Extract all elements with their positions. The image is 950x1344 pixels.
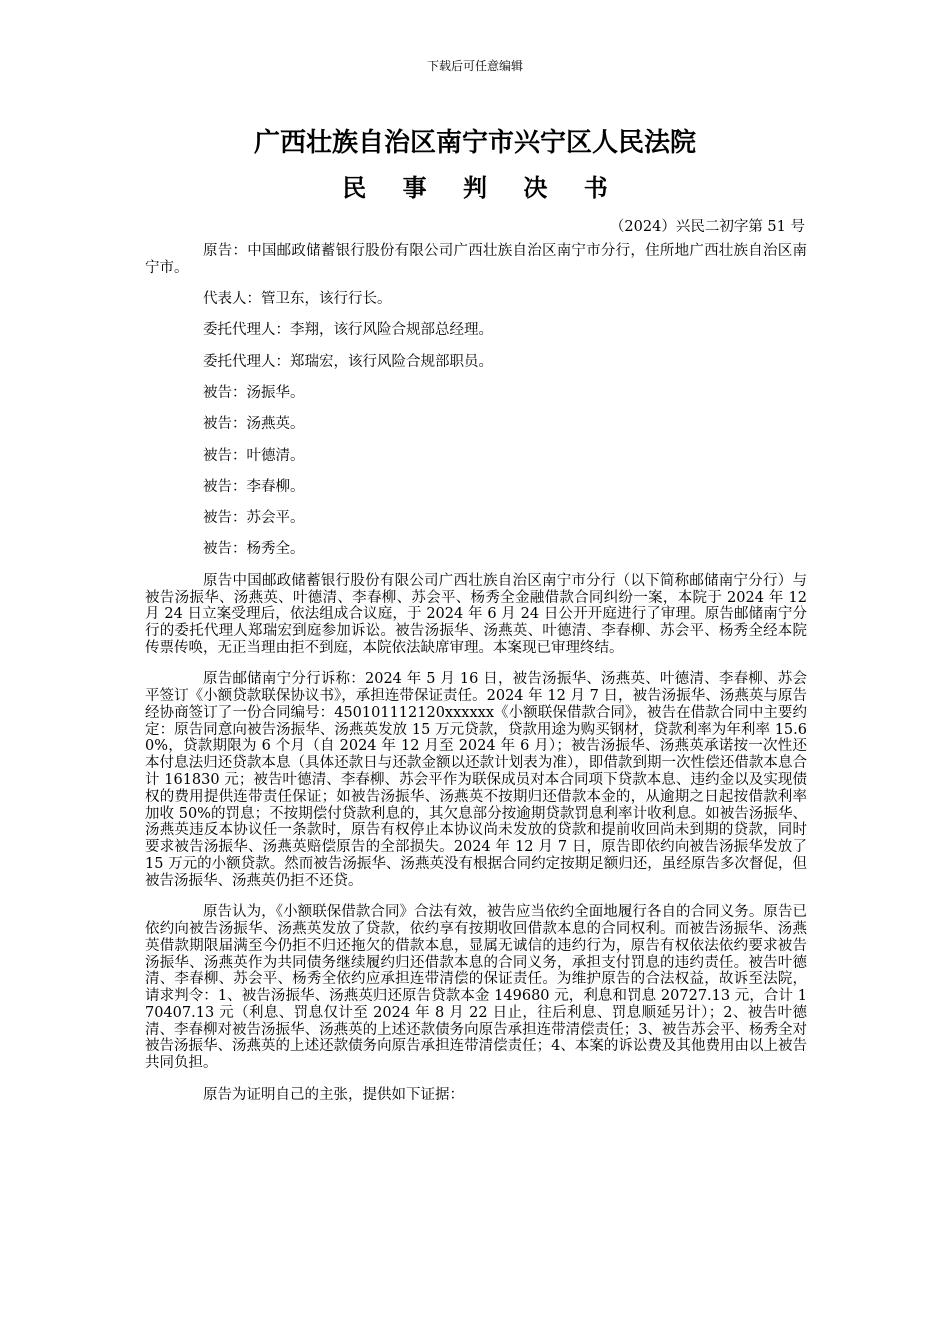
header-note: 下载后可任意编辑: [426, 59, 523, 73]
party-defendant-4: 被告：李春柳。: [203, 478, 305, 495]
plaintiff-argument-paragraph: 原告认为，《小额联保借款合同》合法有效，被告应当依约全面地履行各自的合同义务。原告已依约向被告汤振华、汤燕英发放了贷款，依约享有按期收回借款本息的合同权利。而被告汤振华、汤燕英借款期限届满至今仍拒不归还拖欠的借款本息，显属无诚信的违约行为，原告有权依法依约要求被告汤振华、汤燕英作为共同债务继续履约归还借款本息的合同义务，承担支付罚息的违约责任。被告叶德清、李春柳、苏会平、杨秀全依约应承担连带清偿的保证责任。为维护原告的合法权益，故诉至法院，请求判令：1、被告汤振华、汤燕英归还原告贷款本金 149680 元，利息和罚息 20727.13 元，合计 170407.13 元（利息、罚息仅计至 2024 年 8 月 22 日止，往后利息、罚息顺延另计）；2、被告叶德清、李春柳对被告汤振华、汤燕英的上述还款债务向原告承担连带清偿责任；3、被告苏会平、杨秀全对被告汤振华、汤燕英的上述还款债务向原告承担连带清偿责任；4、本案的诉讼费及其他费用由以上被告共同负担。: [145, 904, 807, 1072]
party-plaintiff: 原告：中国邮政储蓄银行股份有限公司广西壮族自治区南宁市分行，住所地广西壮族自治区南宁市。: [145, 243, 807, 276]
party-agent-2: 委托代理人：郑瑞宏，该行风险合规部职员。: [203, 353, 493, 370]
party-representative: 代表人：管卫东，该行行长。: [203, 291, 392, 308]
judgment-body: [145, 243, 807, 1118]
case-number: （2024）兴民二初字第 51 号: [609, 219, 805, 235]
plaintiff-claim-paragraph: 原告邮储南宁分行诉称：2024 年 5 月 16 日，被告汤振华、汤燕英、叶德清、李春柳、苏会平签订《小额贷款联保协议书》，承担连带保证责任。2024 年 12 月 7 日，被告汤振华、汤燕英与原告经协商签订了一份合同编号：450101112120xxxxxx《小额联保借款合同》，被告在借款合同中主要约定：原告同意向被告汤振华、汤燕英发放 15 万元贷款，贷款用途为购买钢材，贷款利率为年利率 15.60%，贷款期限为 6 个月（自 2024 年 12 月至 2024 年 6 月）；被告汤振华、汤燕英承诺按一次性还本付息法归还贷款本息（具体还款日与还款金额以还款计划表为准），即借款到期一次性偿还借款本息合计 161830 元；被告叶德清、李春柳、苏会平作为联保成员对本合同项下贷款本息、违约金以及实现债权的费用提供连带责任保证；如被告汤振华、汤燕英不按期归还借款本金的，从逾期之日起按借款利率加收 50%的罚息；不按期偿付贷款利息的，其欠息部分按逾期贷款罚息利率计收利息。如被告汤振华、汤燕英违反本协议任一条款时，原告有权停止本协议尚未发放的贷款和提前收回尚未到期的贷款，同时要求被告汤振华、汤燕英赔偿原告的全部损失。2024 年 12 月 7 日，原告即依约向被告汤振华发放了 15 万元的小额贷款。然而被告汤振华、汤燕英没有根据合同约定按期足额归还，虽经原告多次督促，但被告汤振华、汤燕英仍拒不还贷。: [145, 671, 807, 889]
party-defendant-5: 被告：苏会平。: [203, 510, 305, 527]
evidence-intro-paragraph: 原告为证明自己的主张，提供如下证据：: [203, 1086, 464, 1103]
party-defendant-2: 被告：汤燕英。: [203, 416, 305, 433]
document-type: 民 事 判 决 书: [342, 174, 622, 202]
court-name: 广西壮族自治区南宁市兴宁区人民法院: [253, 128, 696, 158]
party-defendant-6: 被告：杨秀全。: [203, 541, 305, 558]
party-agent-1: 委托代理人：李翔，该行风险合规部总经理。: [203, 322, 493, 339]
party-defendant-3: 被告：叶德清。: [203, 447, 305, 464]
party-defendant-1: 被告：汤振华。: [203, 384, 305, 401]
case-background-paragraph: 原告中国邮政储蓄银行股份有限公司广西壮族自治区南宁市分行（以下简称邮储南宁分行）与被告汤振华、汤燕英、叶德清、李春柳、苏会平、杨秀全金融借款合同纠纷一案，本院于 2024 年 12 月 24 日立案受理后，依法组成合议庭，于 2024 年 6 月 24 日公开开庭进行了审理。原告邮储南宁分行的委托代理人郑瑞宏到庭参加诉讼。被告汤振华、汤燕英、叶德清、李春柳、苏会平、杨秀全经本院传票传唤，无正当理由拒不到庭，本院依法缺席审理。本案现已审理终结。: [145, 572, 807, 656]
